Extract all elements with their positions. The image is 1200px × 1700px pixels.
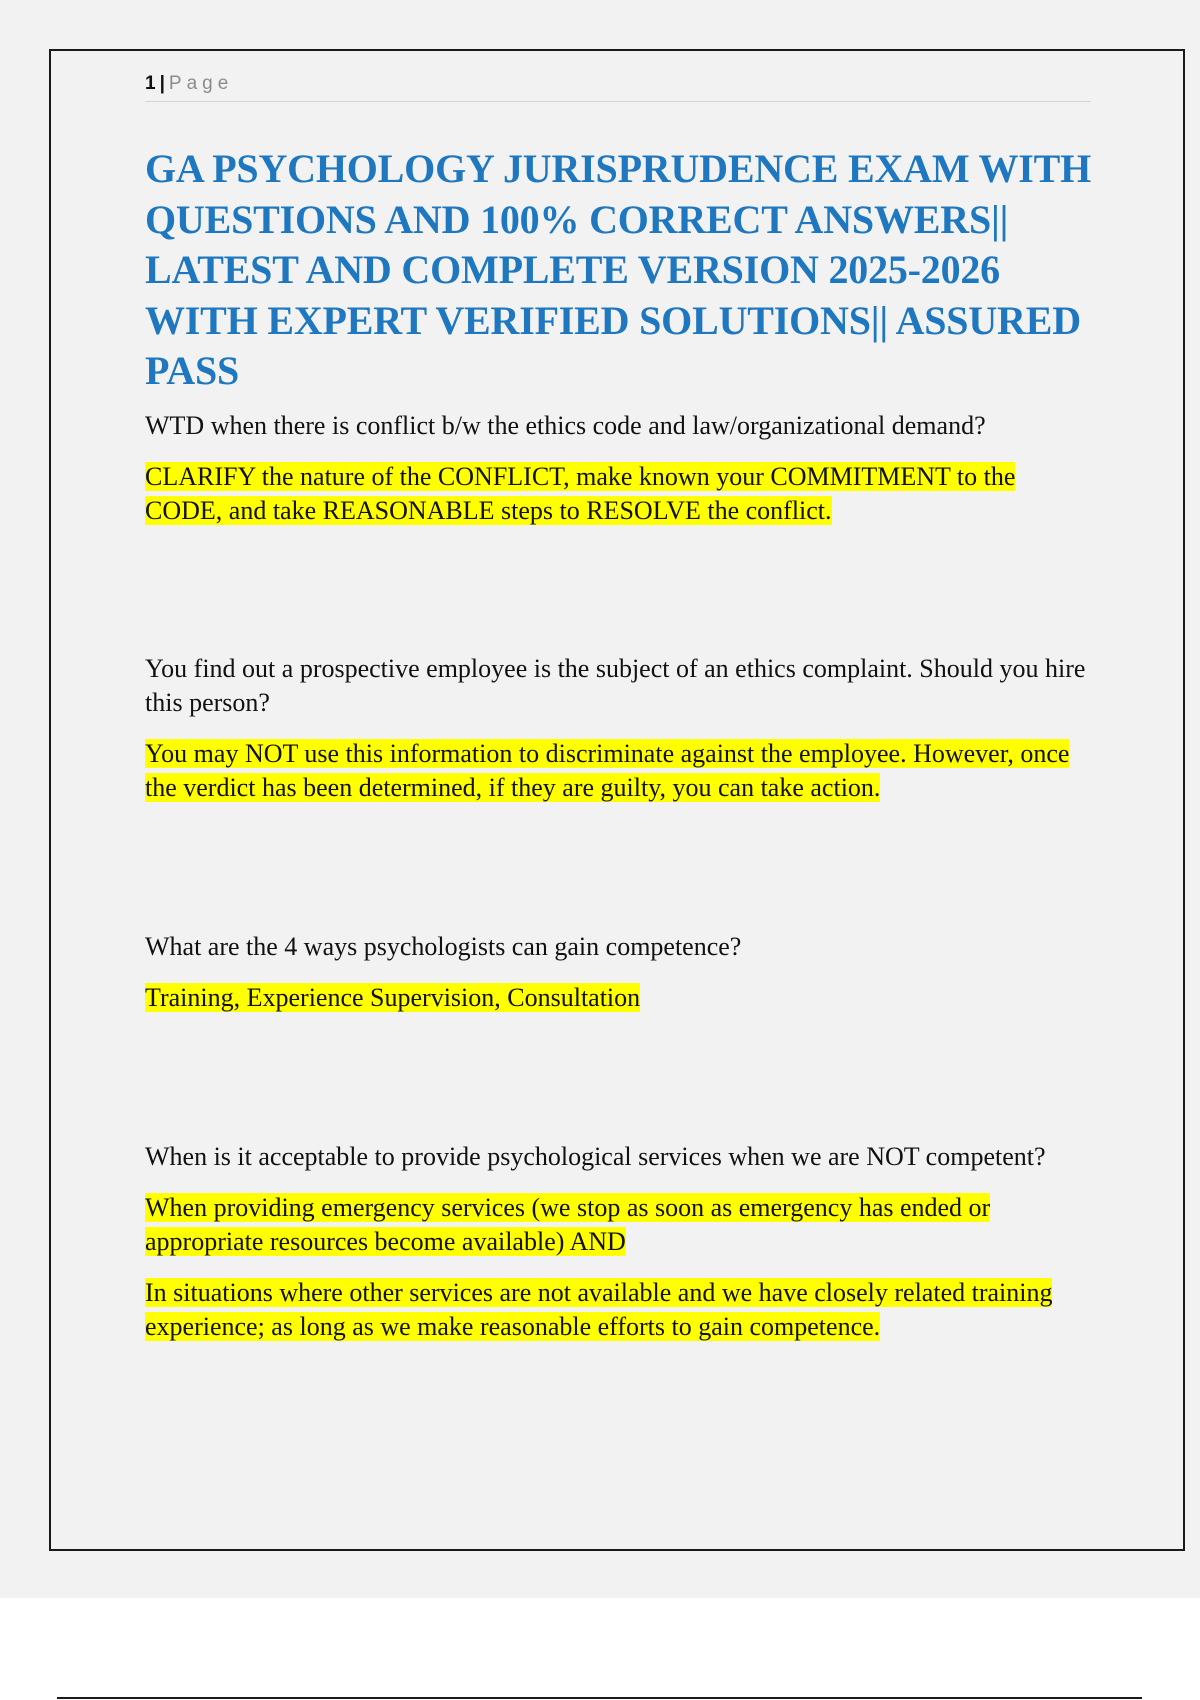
question-4: When is it acceptable to provide psychological services when we are NOT competent?	[145, 1141, 1046, 1171]
answer-4b	[145, 1276, 1095, 1344]
answer-4b-highlight: In situations where other services are not available and we have closely related training experience; as long as we make reasonable efforts to gain competence.	[145, 1277, 1053, 1341]
document-title: GA PSYCHOLOGY JURISPRUDENCE EXAM WITH QUESTIONS AND 100% CORRECT ANSWERS|| LATEST AND COMPLETE VERSION 2025-2026 WITH EXPERT VERIFIED SOLUTIONS|| ASSURED PASS	[145, 146, 1092, 393]
answer-3	[145, 981, 1095, 1015]
question-3: What are the 4 ways psychologists can gain competence?	[145, 931, 742, 961]
answer-2-highlight: You may NOT use this information to discriminate against the employee. However, once the verdict has been determined, if they are guilty, you can take action.	[145, 738, 1070, 802]
answer-2	[145, 737, 1095, 805]
answer-1-highlight: CLARIFY the nature of the CONFLICT, make known your COMMITMENT to the CODE, and take REASONABLE steps to RESOLVE the conflict.	[145, 461, 1016, 525]
answer-1	[145, 460, 1095, 528]
page-header	[145, 70, 1091, 102]
question-1: WTD when there is conflict b/w the ethics code and law/organizational demand?	[145, 410, 986, 440]
page-label: Page	[168, 73, 234, 94]
answer-4a	[145, 1191, 1095, 1259]
page-separator: |	[159, 73, 165, 94]
answer-4a-highlight: When providing emergency services (we stop as soon as emergency has ended or appropriate resources become available) AND	[145, 1192, 991, 1256]
document-content	[145, 144, 1095, 1344]
next-page-border	[57, 1697, 1142, 1699]
answer-3-highlight: Training, Experience Supervision, Consultation	[145, 982, 641, 1012]
question-2: You find out a prospective employee is the subject of an ethics complaint. Should you hire this person?	[145, 653, 1086, 717]
page-number: 1	[145, 73, 156, 94]
